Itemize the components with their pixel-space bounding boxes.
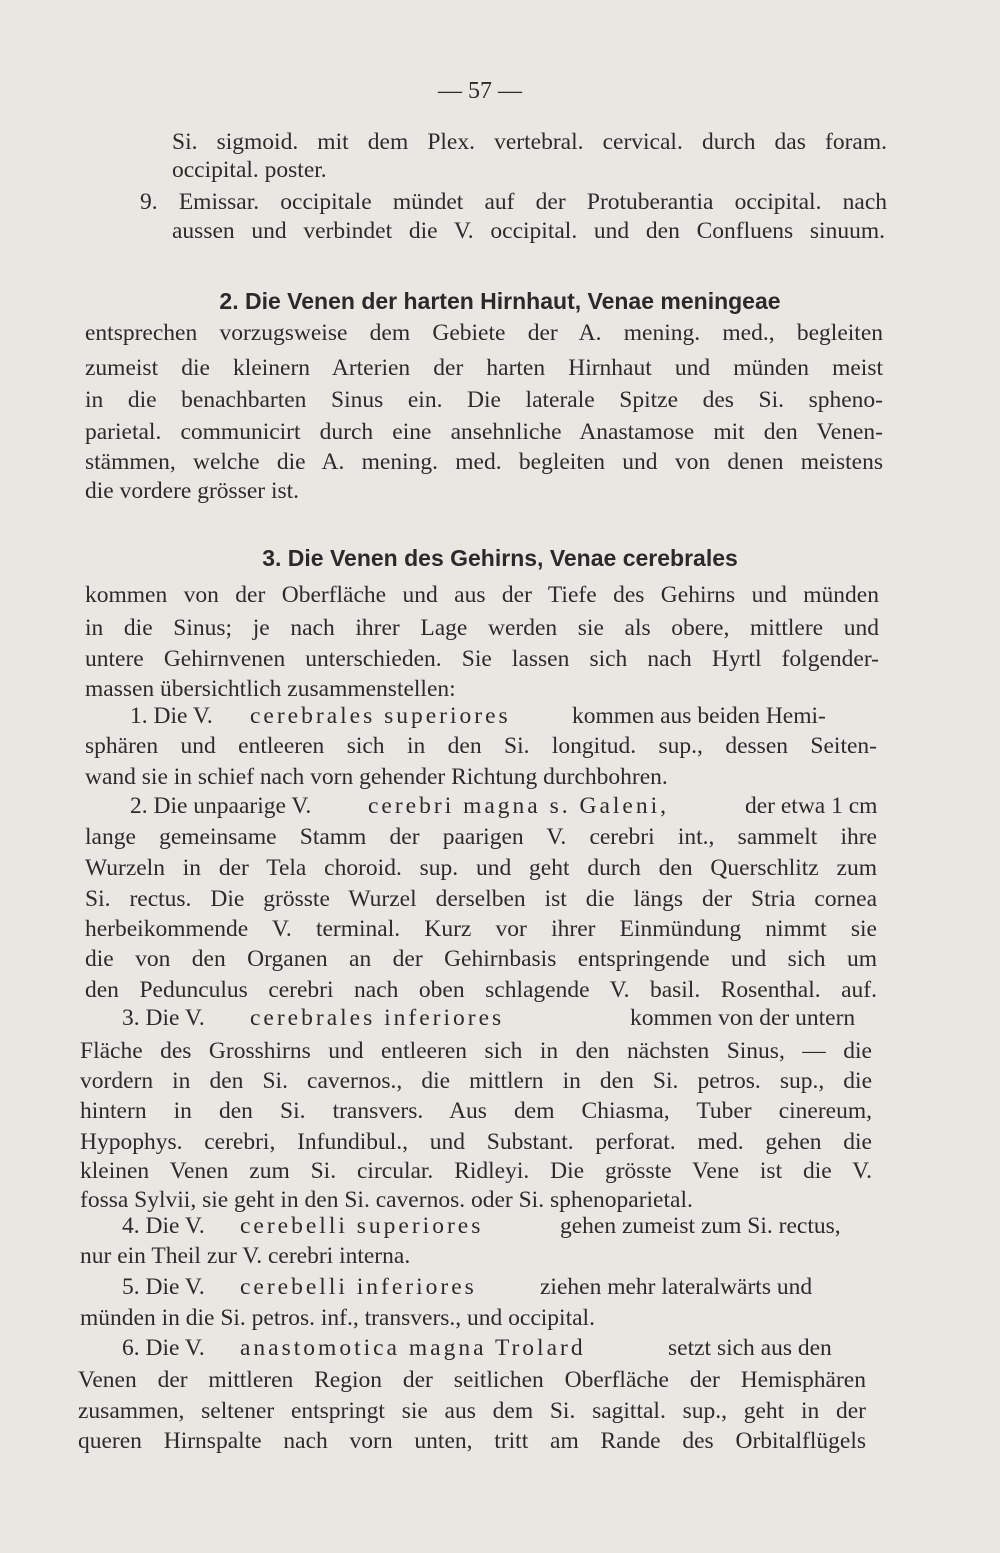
text-line: kleinen Venen zum Si. circular. Ridleyi. Die grösste Vene ist die V. xyxy=(80,1158,872,1184)
text-line: queren Hirnspalte nach vorn unten, tritt am Rande des Orbitalflügels xyxy=(78,1428,866,1454)
text-line: ziehen mehr lateralwärts und xyxy=(540,1274,813,1300)
text-line: münden in die Si. petros. inf., transvers., und occipital. xyxy=(80,1305,595,1331)
spaced-term: cerebelli superiores xyxy=(240,1213,484,1239)
spaced-term: cerebelli inferiores xyxy=(240,1274,477,1300)
text-line: kommen aus beiden Hemi- xyxy=(572,703,826,729)
text-line: 2. Die unpaarige V. xyxy=(130,793,312,819)
text-line: occipital. poster. xyxy=(172,157,327,183)
text-line: wand sie in schief nach vorn gehender Richtung durchbohren. xyxy=(85,764,668,790)
text-line: untere Gehirnvenen unterschieden. Sie lassen sich nach Hyrtl folgender- xyxy=(85,646,879,672)
spaced-term: cerebrales inferiores xyxy=(250,1005,505,1031)
text-line: 9. Emissar. occipitale mündet auf der Protuberantia occipital. nach xyxy=(140,189,887,215)
spaced-term: cerebrales superiores xyxy=(250,703,511,729)
text-line: der etwa 1 cm xyxy=(745,793,878,819)
text-line: lange gemeinsame Stamm der paarigen V. cerebri int., sammelt ihre xyxy=(85,824,877,850)
text-line: Hypophys. cerebri, Infundibul., und Substant. perforat. med. gehen die xyxy=(80,1129,872,1155)
text-line: Si. rectus. Die grösste Wurzel derselben ist die längs der Stria cornea xyxy=(85,886,877,912)
text-line: vordern in den Si. cavernos., die mittlern in den Si. petros. sup., die xyxy=(80,1068,872,1094)
spaced-term: anastomotica magna Trolard xyxy=(240,1335,586,1361)
text-line: fossa Sylvii, sie geht in den Si. cavernos. oder Si. sphenoparietal. xyxy=(80,1187,693,1213)
text-line: Si. sigmoid. mit dem Plex. vertebral. cervical. durch das foram. xyxy=(172,129,887,155)
text-line: stämmen, welche die A. mening. med. begleiten und von denen meistens xyxy=(85,449,883,475)
text-line: die vordere grösser ist. xyxy=(85,478,300,504)
text-line: den Pedunculus cerebri nach oben schlagende V. basil. Rosenthal. auf. xyxy=(85,977,877,1003)
text-line: herbeikommende V. terminal. Kurz vor ihrer Einmündung nimmt sie xyxy=(85,916,877,942)
text-line: 3. Die V. xyxy=(122,1005,205,1031)
spaced-term: cerebri magna s. Galeni, xyxy=(368,793,670,819)
text-line: 4. Die V. xyxy=(122,1213,205,1239)
text-line: in die benachbarten Sinus ein. Die laterale Spitze des Si. spheno- xyxy=(85,387,883,413)
text-line: 5. Die V. xyxy=(122,1274,205,1300)
text-line: aussen und verbindet die V. occipital. und den Confluens sinuum. xyxy=(172,218,885,244)
text-line: gehen zumeist zum Si. rectus, xyxy=(560,1213,841,1239)
text-line: zumeist die kleinern Arterien der harten Hirnhaut und münden meist xyxy=(85,355,883,381)
text-line: nur ein Theil zur V. cerebri interna. xyxy=(80,1243,411,1269)
section-heading: 2. Die Venen der harten Hirnhaut, Venae meningeae xyxy=(219,288,781,314)
text-line: 6. Die V. xyxy=(122,1335,205,1361)
text-line: die von den Organen an der Gehirnbasis entspringende und sich um xyxy=(85,946,877,972)
text-line: entsprechen vorzugsweise dem Gebiete der A. mening. med., begleiten xyxy=(85,320,883,346)
page-number: — 57 — xyxy=(438,78,522,104)
text-line: 1. Die V. xyxy=(130,703,213,729)
text-line: massen übersichtlich zusammenstellen: xyxy=(85,676,456,702)
text-line: Venen der mittleren Region der seitlichen Oberfläche der Hemisphären xyxy=(78,1367,866,1393)
text-line: in die Sinus; je nach ihrer Lage werden sie als obere, mittlere und xyxy=(85,615,879,641)
text-line: Fläche des Grosshirns und entleeren sich in den nächsten Sinus, — die xyxy=(80,1038,872,1064)
text-line: setzt sich aus den xyxy=(668,1335,832,1361)
text-line: parietal. communicirt durch eine ansehnliche Anastamose mit den Venen- xyxy=(85,419,883,445)
text-line: kommen von der Oberfläche und aus der Tiefe des Gehirns und münden xyxy=(85,582,879,608)
text-line: Wurzeln in der Tela choroid. sup. und geht durch den Querschlitz zum xyxy=(85,855,877,881)
text-line: hintern in den Si. transvers. Aus dem Chiasma, Tuber cinereum, xyxy=(80,1098,872,1124)
text-line: sphären und entleeren sich in den Si. longitud. sup., dessen Seiten- xyxy=(85,733,877,759)
text-line: zusammen, seltener entspringt sie aus dem Si. sagittal. sup., geht in der xyxy=(78,1398,866,1424)
text-line: kommen von der untern xyxy=(630,1005,856,1031)
section-heading: 3. Die Venen des Gehirns, Venae cerebrales xyxy=(262,545,738,571)
